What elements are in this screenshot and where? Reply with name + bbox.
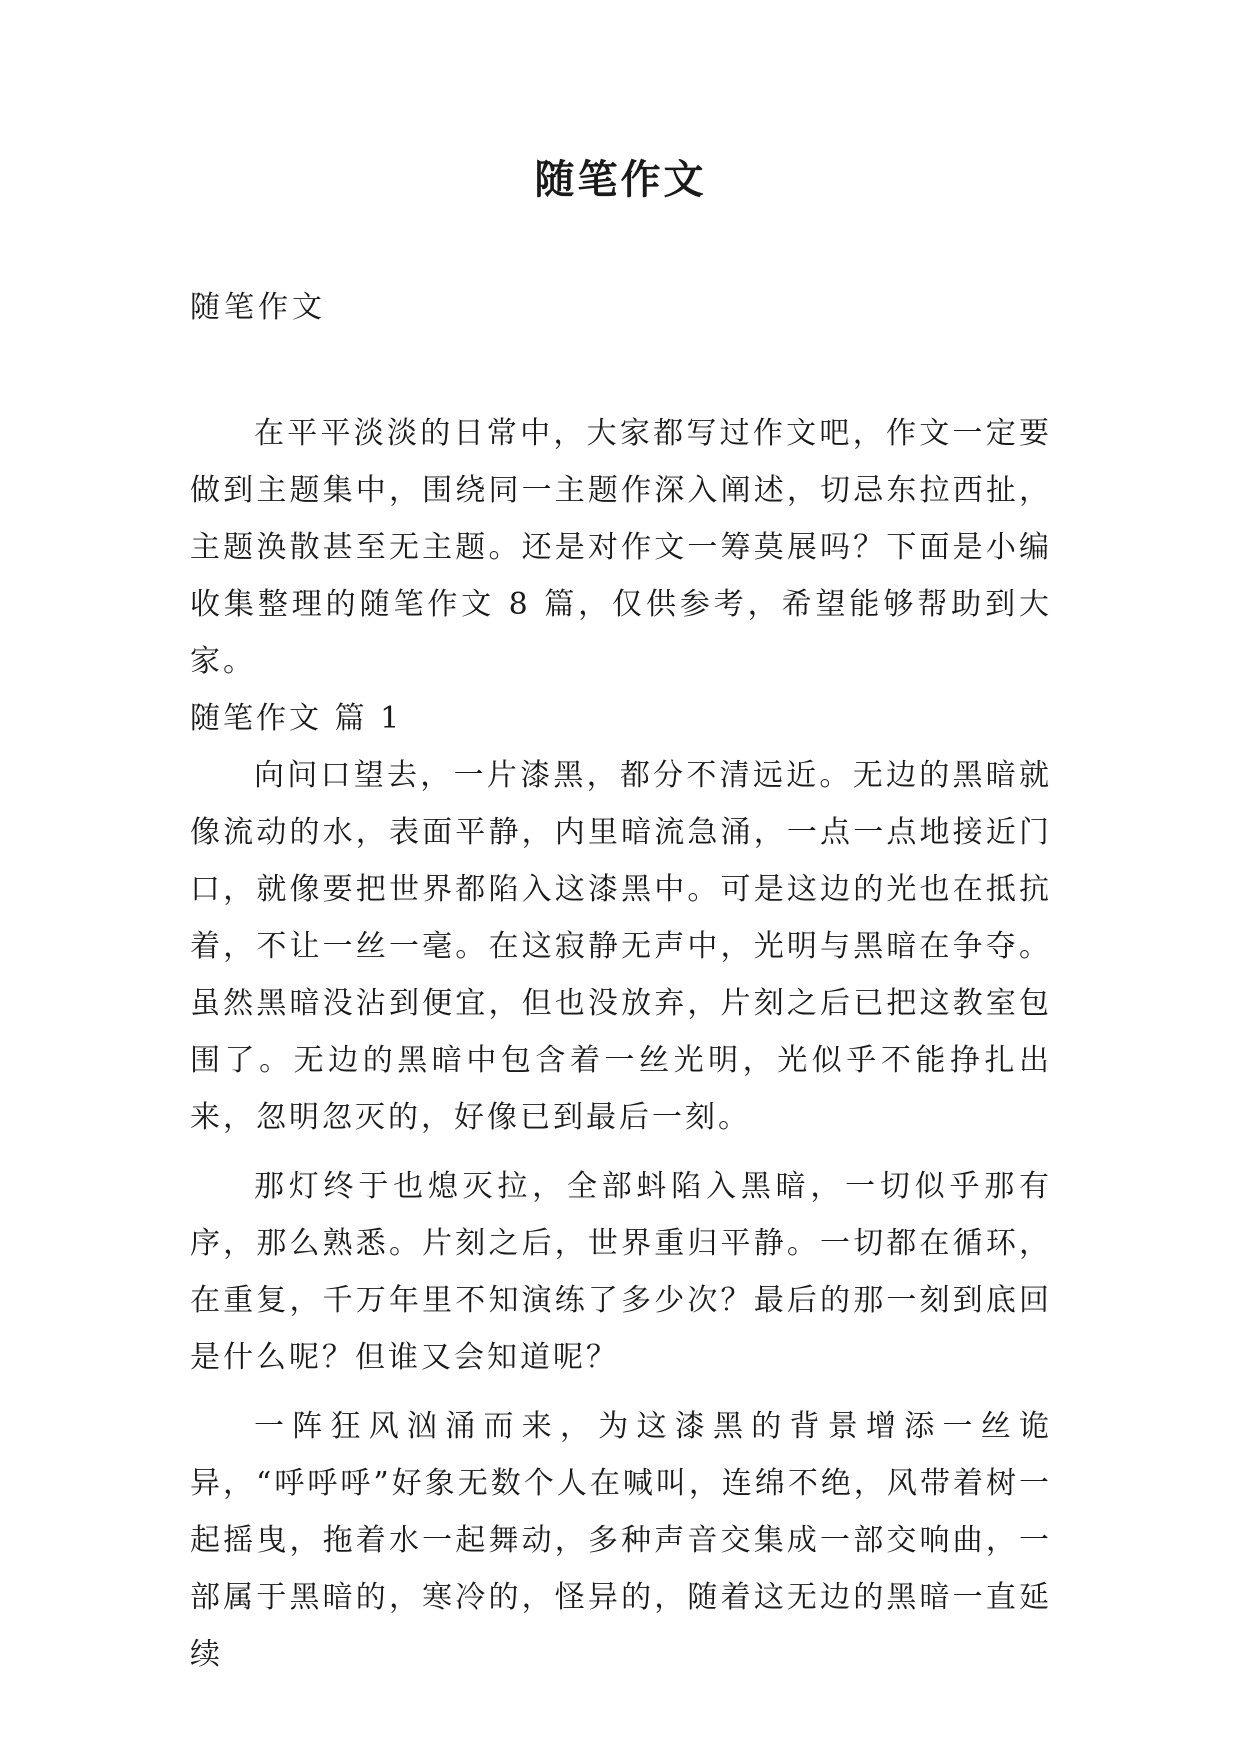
body-paragraph: 一阵狂风汹涌而来，为这漆黑的背景增添一丝诡异，“呼呼呼”好象无数个人在喊叫，连绵不绝，风带着树一起摇曳，拖着水一起舞动，多种声音交集成一部交响曲，一部属于黑暗的，寒冷的，怪异的，随着这无边的黑暗一直延续 bbox=[190, 1409, 1052, 1672]
document-title: 随笔作文 bbox=[534, 157, 707, 203]
document-body bbox=[190, 405, 1052, 1683]
intro-paragraph: 在平平淡淡的日常中，大家都写过作文吧，作文一定要做到主题集中，围绕同一主题作深入阐述，切忌东拉西扯，主题涣散甚至无主题。还是对作文一筹莫展吗？下面是小编收集整理的随笔作文 8 篇，仅供参考，希望能够帮助到大家。 bbox=[190, 416, 1052, 679]
body-paragraph: 那灯终于也熄灭拉，全部蚪陷入黑暗，一切似乎那有序，那么熟悉。片刻之后，世界重归平静。一切都在循环，在重复，千万年里不知演练了多少次？最后的那一刻到底回是什么呢？但谁又会知道呢？ bbox=[190, 1169, 1052, 1375]
document-subtitle: 随笔作文 bbox=[190, 290, 326, 325]
body-paragraph: 向问口望去，一片漆黑，都分不清远近。无边的黑暗就像流动的水，表面平静，内里暗流急涌，一点一点地接近门口，就像要把世界都陷入这漆黑中。可是这边的光也在抵抗着，不让一丝一毫。在这寂静无声中，光明与黑暗在争夺。虽然黑暗没沾到便宜，但也没放弃，片刻之后已把这教室包围了。无边的黑暗中包含着一丝光明，光似乎不能挣扎出来，忽明忽灭的，好像已到最后一刻。 bbox=[190, 758, 1052, 1135]
section-heading: 随笔作文 篇 1 bbox=[190, 701, 403, 736]
